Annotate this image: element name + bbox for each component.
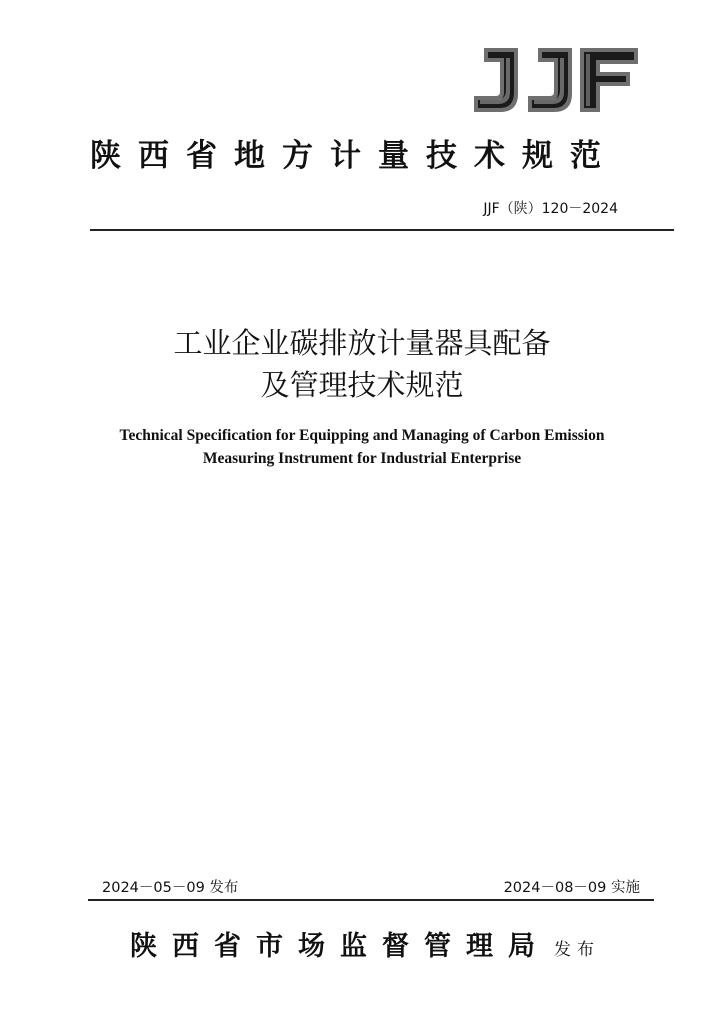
english-title [0, 424, 724, 470]
header-divider [90, 229, 674, 231]
chinese-title-line-1: 工业企业碳排放计量器具配备 [173, 326, 551, 360]
issue-date: 2024－05－09 发布 [102, 880, 239, 896]
footer-divider [88, 899, 654, 901]
issuer-line [130, 924, 600, 963]
jjf-logo [466, 44, 640, 116]
issuer-suffix: 发布 [554, 940, 600, 960]
implementation-date: 2024－08－09 实施 [503, 880, 640, 896]
english-title-line-1: Technical Specification for Equipping and Managing of Carbon Emission [119, 427, 605, 444]
jjf-logo-icon [466, 44, 640, 116]
chinese-title [0, 322, 724, 406]
issuer-name: 陕西省市场监督管理局 [130, 931, 550, 962]
document-number: JJF（陕）120－2024 [483, 201, 618, 217]
series-title: 陕西省地方计量技术规范 [90, 138, 618, 174]
chinese-title-line-2: 及管理技术规范 [260, 368, 464, 402]
english-title-line-2: Measuring Instrument for Industrial Enterprise [202, 450, 522, 467]
